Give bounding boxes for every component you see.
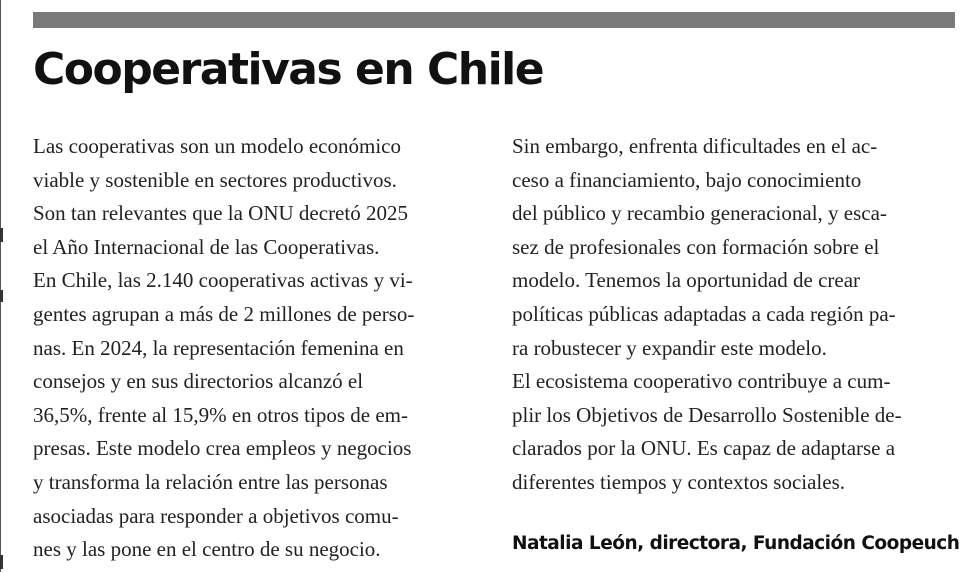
body-line: modelo. Tenemos la oportunidad de crear <box>512 268 861 293</box>
body-line: nas. En 2024, la representación femenina en <box>33 335 404 360</box>
body-line: sez de profesionales con formación sobre el <box>512 234 880 259</box>
body-line: diferentes tiempos y contextos sociales. <box>512 469 845 494</box>
body-line: el Año Internacional de las Cooperativas. <box>33 234 380 259</box>
body-line: ceso a financiamiento, bajo conocimiento <box>512 167 862 192</box>
body-line: presas. Este modelo crea empleos y negocios <box>33 436 412 461</box>
body-line: políticas públicas adaptadas a cada región pa- <box>512 301 896 326</box>
body-line: y transforma la relación entre las personas <box>33 469 388 494</box>
author-signature: Natalia León, directora, Fundación Coopeuch <box>512 533 960 554</box>
body-line: En Chile, las 2.140 cooperativas activas y vi- <box>33 268 413 293</box>
body-line: Sin embargo, enfrenta dificultades en el ac- <box>512 134 878 158</box>
body-line: 36,5%, frente al 15,9% en otros tipos de em- <box>33 402 408 427</box>
body-line: Las cooperativas son un modelo económico <box>33 134 401 158</box>
page-edge-mark <box>0 290 3 302</box>
body-line: viable y sostenible en sectores productivos. <box>33 167 397 192</box>
body-line: nes y las pone en el centro de su negocio. <box>33 537 381 562</box>
page-edge-rule <box>0 0 1 572</box>
body-line: clarados por la ONU. Es capaz de adaptarse a <box>512 436 896 461</box>
article-title: Cooperativas en Chile <box>33 44 544 95</box>
body-line: consejos y en sus directorios alcanzó el <box>33 369 364 394</box>
body-line: El ecosistema cooperativo contribuye a cum- <box>512 369 891 394</box>
body-line: ra robustecer y expandir este modelo. <box>512 335 827 360</box>
body-line: del público y recambio generacional, y esca- <box>512 201 887 226</box>
section-header-bar <box>33 12 955 28</box>
body-line: gentes agrupan a más de 2 millones de perso- <box>33 301 415 326</box>
body-line: asociadas para responder a objetivos comu- <box>33 503 399 528</box>
page-edge-mark <box>0 228 3 242</box>
page-edge-mark <box>0 555 3 569</box>
body-line: plir los Objetivos de Desarrollo Sostenible de- <box>512 402 902 427</box>
body-line: Son tan relevantes que la ONU decretó 2025 <box>33 201 408 226</box>
right-column <box>512 130 952 500</box>
left-column <box>33 130 473 567</box>
